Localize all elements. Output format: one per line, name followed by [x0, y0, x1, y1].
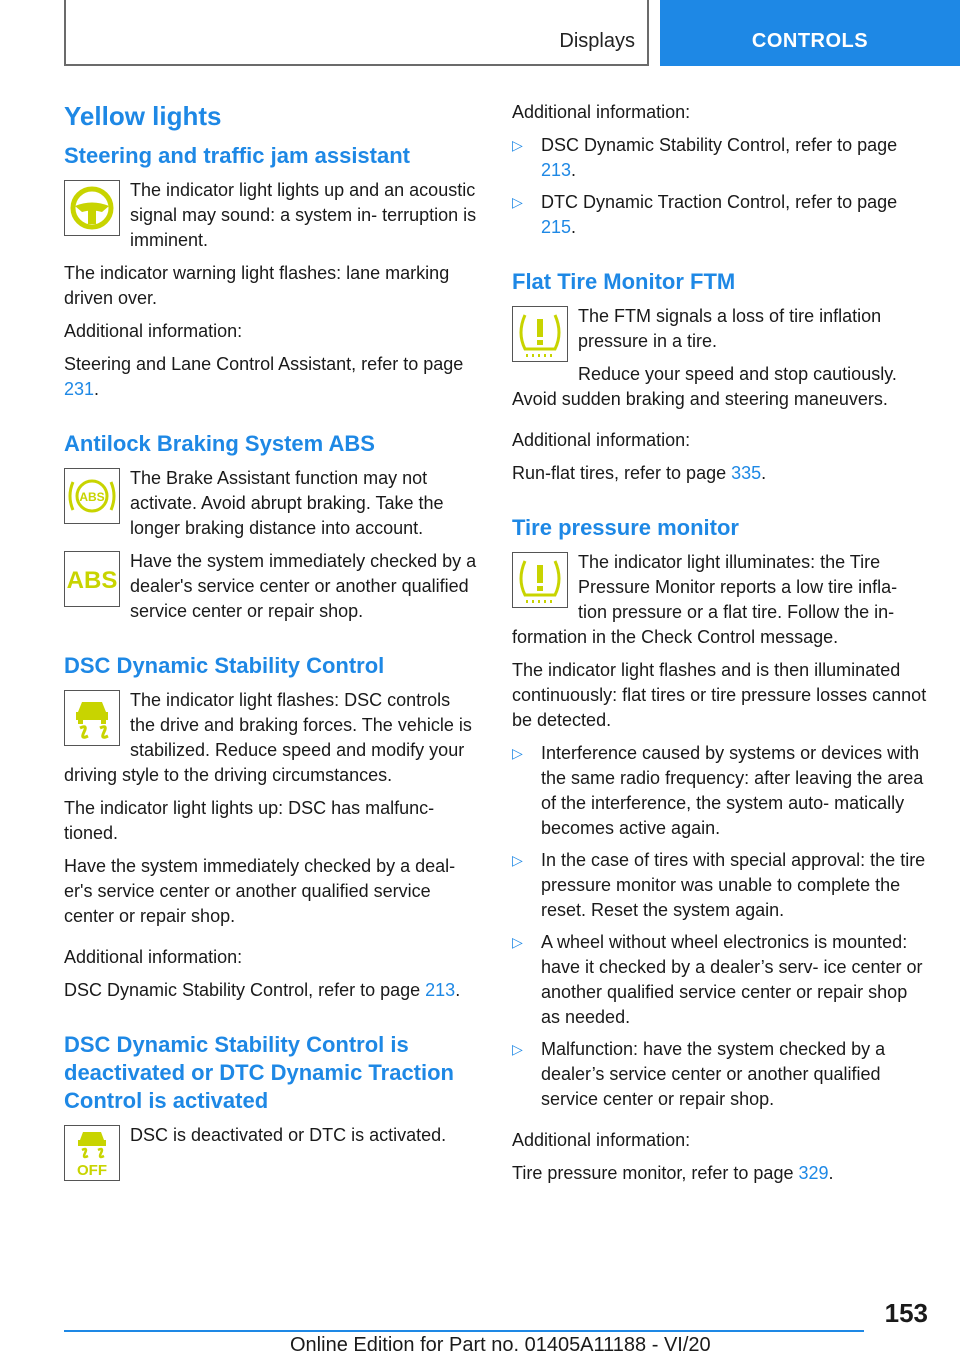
paragraph: The indicator light flashes: DSC controls the drive and braking forces. The vehicle is stabilized. Reduce speed and modify your driving style to the driving circumstances. — [64, 690, 472, 785]
list-item-end: . — [571, 160, 577, 180]
list-item — [512, 190, 928, 240]
list-item — [512, 133, 928, 183]
paragraph: Additional information: — [512, 1130, 691, 1150]
list-item — [512, 848, 928, 923]
edition-note: Online Edition for Part no. 01405A11188 - VI/20 — [290, 1334, 711, 1356]
section-dsc-deactivated — [64, 1031, 480, 1178]
svg-text:ABS: ABS — [79, 490, 105, 504]
reference-paragraph — [64, 352, 480, 402]
reference-end: . — [828, 1163, 834, 1183]
page-link[interactable]: 213 — [425, 980, 456, 1000]
tire-warning-icon — [512, 306, 568, 362]
bullet-triangle-icon: ▷ — [512, 745, 523, 761]
list-item — [512, 741, 928, 841]
reference-end: . — [94, 379, 100, 399]
header-section-tab — [64, 0, 649, 66]
paragraph: Additional information: — [64, 947, 243, 967]
abs-circle-icon — [64, 468, 120, 524]
paragraph: Have the system immediately checked by a dealer's service center or another qualified service center or repair shop. — [130, 551, 477, 621]
svg-text:ABS: ABS — [66, 567, 118, 594]
section-dsc — [64, 652, 480, 1003]
section-flat-tire-monitor — [512, 268, 928, 486]
page-link[interactable]: 231 — [64, 379, 95, 399]
section-title: Antilock Braking System ABS — [64, 431, 375, 456]
paragraph: The Brake Assistant function may not activate. Avoid abrupt braking. Take the longer braking distance into account. — [130, 468, 444, 538]
list-item-end: . — [571, 217, 577, 237]
paragraph: Reduce your speed and stop cautiously. Avoid sudden braking and steering maneuvers. — [512, 364, 897, 409]
paragraph: Additional information: — [512, 102, 691, 122]
paragraph: The indicator light illuminates: the Tire Pressure Monitor reports a low tire infla- tion pressure or a flat tire. Follow the in- formation in the Check Control message. — [512, 552, 898, 647]
reference-paragraph — [512, 461, 928, 486]
section-title: DSC Dynamic Stability Control — [64, 653, 385, 678]
reference-text: DSC Dynamic Stability Control, refer to page — [64, 980, 426, 1000]
list-item-text: Malfunction: have the system checked by a dealer’s service center or another qualified service center or repair shop. — [541, 1039, 886, 1109]
reference-text: Run-flat tires, refer to page — [512, 463, 732, 483]
section-title: Steering and traffic jam assistant — [64, 143, 410, 168]
header-chapter-label: CONTROLS — [751, 30, 869, 52]
section-abs — [64, 430, 480, 624]
dsc-off-icon — [64, 1125, 120, 1181]
bullet-triangle-icon: ▷ — [512, 137, 523, 153]
dsc-skid-car-icon — [64, 690, 120, 746]
reference-text: Steering and Lane Control Assistant, refer to page — [64, 354, 464, 374]
paragraph: The indicator light lights up: DSC has malfunc- tioned. — [64, 798, 435, 843]
reference-end: . — [455, 980, 461, 1000]
paragraph: Additional information: — [512, 430, 691, 450]
bullet-triangle-icon: ▷ — [512, 852, 523, 868]
steering-wheel-icon — [64, 180, 120, 236]
main-title: Yellow lights — [64, 101, 222, 131]
tire-warning-icon — [512, 552, 568, 608]
list-item — [512, 930, 928, 1030]
reference-text: Tire pressure monitor, refer to page — [512, 1163, 799, 1183]
reference-paragraph — [512, 1161, 928, 1186]
paragraph: Additional information: — [64, 321, 243, 341]
section-steering-assistant — [64, 142, 480, 402]
dsc-off-icon-label: OFF — [77, 1162, 107, 1178]
reference-paragraph — [64, 978, 480, 1003]
header-chapter-tab — [660, 0, 960, 66]
left-column — [64, 100, 480, 1185]
bullet-triangle-icon: ▷ — [512, 194, 523, 210]
footer-divider — [64, 1330, 864, 1332]
abs-text-icon — [64, 551, 120, 607]
bullet-triangle-icon: ▷ — [512, 1041, 523, 1057]
list-item-text: DTC Dynamic Traction Control, refer to page — [541, 192, 898, 212]
list-item — [512, 1037, 928, 1112]
page-link[interactable]: 329 — [798, 1163, 829, 1183]
bullet-triangle-icon: ▷ — [512, 934, 523, 950]
section-title: DSC Dynamic Stability Control is deactivated or DTC Dynamic Traction Control is activated — [64, 1032, 454, 1113]
paragraph: Have the system immediately checked by a deal- er's service center or another qualified service center or repair shop. — [64, 856, 456, 926]
page-link[interactable]: 213 — [541, 160, 572, 180]
section-title: Flat Tire Monitor FTM — [512, 269, 736, 294]
paragraph: The indicator warning light flashes: lane marking driven over. — [64, 263, 450, 308]
section-title: Tire pressure monitor — [512, 515, 739, 540]
list-item-text: DSC Dynamic Stability Control, refer to page — [541, 135, 898, 155]
list-item-text: Interference caused by systems or devices with the same radio frequency: after leaving the area of the interference, the system auto- matically becomes active again. — [541, 743, 924, 838]
section-tire-pressure-monitor — [512, 514, 928, 1186]
header-section-label: Displays — [559, 30, 635, 52]
page-link[interactable]: 215 — [541, 217, 572, 237]
right-column — [512, 100, 928, 1194]
reference-end: . — [761, 463, 767, 483]
paragraph: The indicator light lights up and an acoustic signal may sound: a system in- terruption is imminent. — [130, 180, 477, 250]
page-number: 153 — [884, 1298, 928, 1328]
list-item-text: A wheel without wheel electronics is mounted: have it checked by a dealer’s serv- ice center or another qualified service center or repair shop as needed. — [541, 932, 923, 1027]
list-item-text: In the case of tires with special approval: the tire pressure monitor was unable to complete the reset. Reset the system again. — [541, 850, 926, 920]
tpm-bullet-list — [512, 741, 928, 1112]
reference-list — [512, 133, 928, 240]
paragraph: The FTM signals a loss of tire inflation pressure in a tire. — [578, 306, 882, 351]
paragraph: DSC is deactivated or DTC is activated. — [130, 1125, 447, 1145]
page-link[interactable]: 335 — [731, 463, 762, 483]
paragraph: The indicator light flashes and is then illuminated continuously: flat tires or tire pressure losses cannot be detected. — [512, 660, 927, 730]
